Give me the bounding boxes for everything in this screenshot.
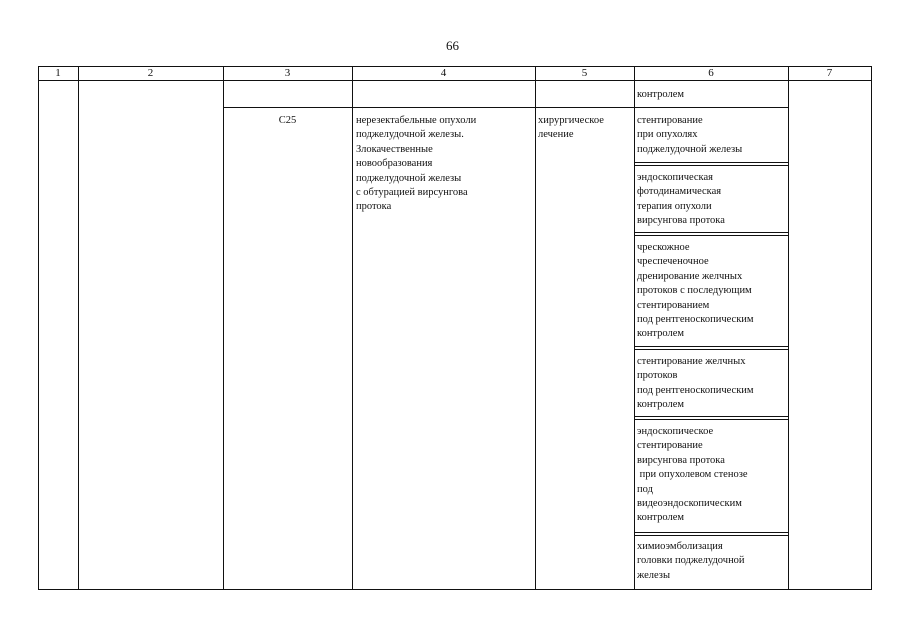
column-divider xyxy=(223,66,224,590)
treatment-method: чрескожное чреспеченочное дренирование желчных протоков с последующим стентированием под рентгеноскопическим контролем xyxy=(637,242,754,340)
column-divider xyxy=(634,66,635,590)
column-divider xyxy=(788,66,789,590)
page-number: 66 xyxy=(446,38,459,53)
sub-cell-divider xyxy=(634,162,789,163)
treatment-type: хирургическое лечение xyxy=(538,115,604,141)
sub-cell-divider xyxy=(634,419,789,420)
treatment-method: стентирование при опухолях поджелудочной железы xyxy=(637,115,743,155)
diagnosis-description: нерезектабельные опухоли поджелудочной железы. Злокачественные новообразования поджелудочной железы с обтурацией вирсунгова протока xyxy=(356,115,477,213)
column-divider xyxy=(78,66,79,590)
column-divider xyxy=(535,66,536,590)
sub-cell-divider xyxy=(634,532,789,533)
column-header-7: 7 xyxy=(826,67,833,79)
column-header-2: 2 xyxy=(147,67,154,79)
sub-cell-divider xyxy=(634,235,789,236)
table-border-bottom xyxy=(38,589,872,590)
treatment-method: эндоскопическое стентирование вирсунгова протока при опухолевом стенозе под видеоэндоскопическим контролем xyxy=(637,426,748,524)
column-header-5: 5 xyxy=(581,67,588,79)
sub-cell-divider xyxy=(634,346,789,347)
column-header-3: 3 xyxy=(284,67,291,79)
row-divider xyxy=(223,107,789,108)
sub-cell-divider xyxy=(634,416,789,417)
treatment-method: эндоскопическая фотодинамическая терапия опухоли вирсунгова протока xyxy=(637,172,725,227)
column-header-1: 1 xyxy=(55,67,61,79)
treatment-method: химиоэмболизация головки поджелудочной железы xyxy=(637,541,745,581)
sub-cell-divider xyxy=(634,535,789,536)
column-divider xyxy=(352,66,353,590)
table-border-right xyxy=(871,66,872,590)
sub-cell-divider xyxy=(634,232,789,233)
sub-cell-divider xyxy=(634,165,789,166)
column-header-6: 6 xyxy=(708,67,714,79)
continuation-text: контролем xyxy=(637,89,685,100)
treatment-method: стентирование желчных протоков под рентгеноскопическим контролем xyxy=(637,356,754,411)
table-border-left xyxy=(38,66,39,590)
diagnosis-code: C25 xyxy=(278,115,297,126)
sub-cell-divider xyxy=(634,349,789,350)
header-row-bottom xyxy=(38,80,872,81)
column-header-4: 4 xyxy=(440,67,447,79)
